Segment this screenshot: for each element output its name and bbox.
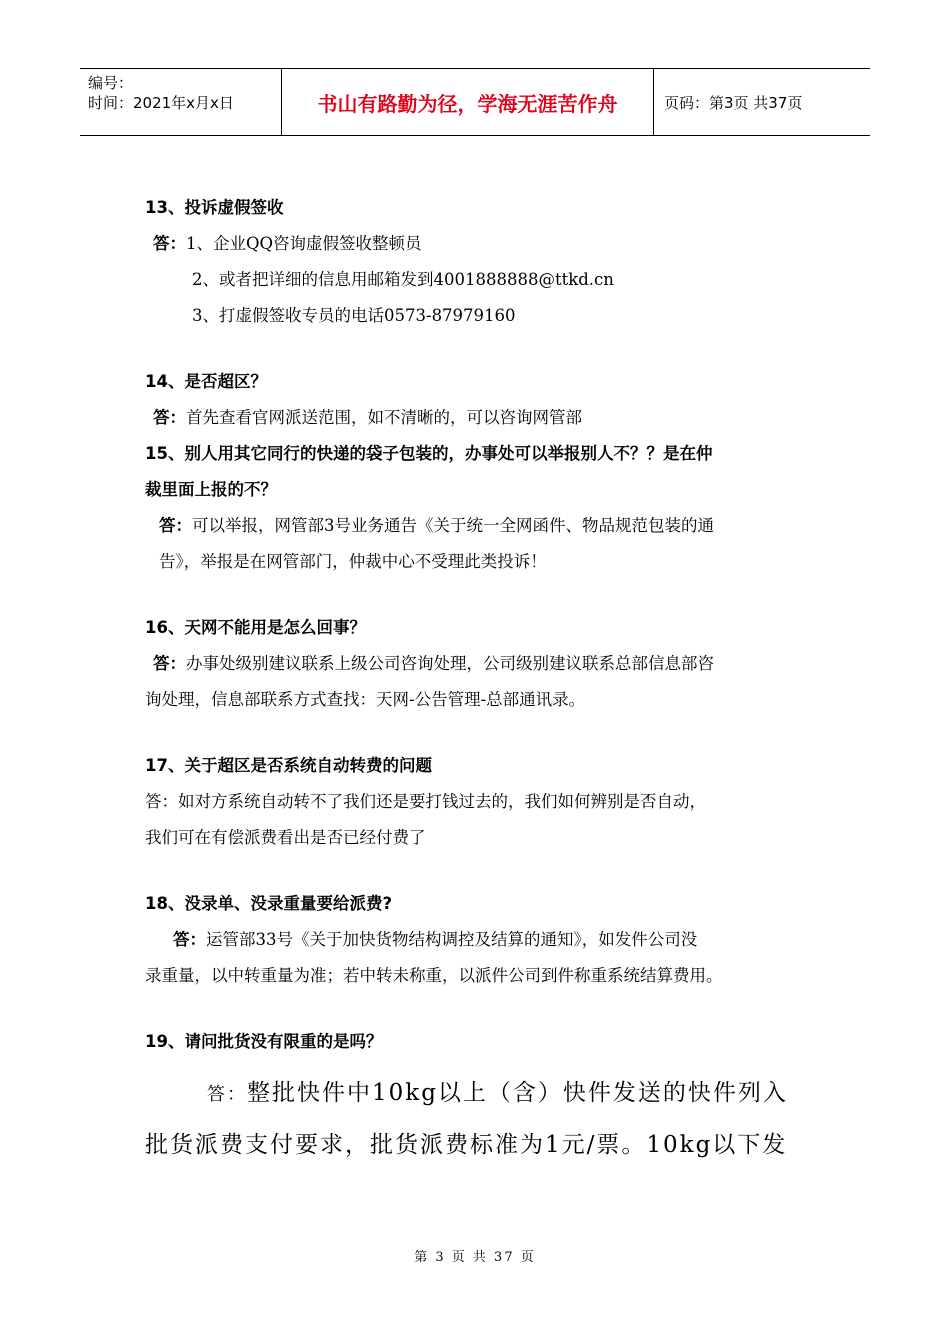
question-19: 19、请问批货没有限重的是吗？ — [145, 1032, 383, 1051]
answer-line: 2、或者把详细的信息用邮箱发到4001888888@ttkd.cn — [192, 270, 614, 289]
question-16: 16、天网不能用是怎么回事？ — [145, 618, 366, 637]
answer-label: 答： — [207, 1084, 247, 1105]
answer-text: 可以举报，网管部3号业务通告《关于统一全网函件、物品规范包装的通 — [192, 516, 714, 535]
question-15-line-2: 裁里面上报的不？ — [145, 480, 277, 499]
time-label: 时间：2021年x月x日 — [88, 94, 234, 112]
answer-text: 如对方系统自动转不了我们还是要打钱过去的，我们如何辨别是否自动， — [178, 792, 706, 811]
answer-line: 3、打虚假签收专员的电话0573-87979160 — [192, 306, 516, 325]
answer-label: 答： — [153, 654, 186, 673]
header-motto: 书山有路勤为径，学海无涯苦作舟 — [282, 69, 654, 135]
answer-label: 答： — [153, 408, 186, 427]
answer-label: 答： — [173, 930, 206, 949]
answer-text: 首先查看官网派送范围，如不清晰的，可以咨询网管部 — [186, 408, 582, 427]
answer-line — [145, 508, 815, 544]
answer-text: 运管部33号《关于加快货物结构调控及结算的通知》，如发件公司没 — [206, 930, 698, 949]
answer-line — [145, 400, 815, 436]
answer-line — [145, 784, 815, 820]
question-14: 14、是否超区？ — [145, 372, 267, 391]
answer-text: 整批快件中10kg以上（含）快件发送的快件列入 — [247, 1080, 788, 1106]
header-meta — [80, 69, 282, 135]
number-label: 编号： — [88, 74, 134, 92]
answer-text: 1、企业QQ咨询虚假签收整顿员 — [186, 234, 422, 253]
question-17: 17、关于超区是否系统自动转费的问题 — [145, 756, 432, 775]
document-body — [145, 190, 815, 1170]
answer-label: 答： — [159, 516, 192, 535]
question-15-line-1: 15、别人用其它同行的快递的袋子包装的，办事处可以举报别人不？？是在仲 — [145, 444, 713, 463]
answer-line — [145, 646, 815, 682]
header-page-info: 页码：第3页 共37页 — [664, 93, 803, 112]
answer-line: 录重量，以中转重量为准；若中转未称重，以派件公司到件称重系统结算费用。 — [145, 966, 723, 985]
answer-line: 我们可在有偿派费看出是否已经付费了 — [145, 828, 426, 847]
answer-line — [145, 922, 815, 958]
page-header — [80, 68, 870, 136]
answer-line: 询处理，信息部联系方式查找：天网-公告管理-总部通讯录。 — [145, 690, 586, 709]
answer-line: 告》，举报是在网管部门，仲裁中心不受理此类投诉！ — [159, 552, 547, 571]
answer-line-large — [145, 1068, 815, 1120]
answer-text: 办事处级别建议联系上级公司咨询处理，公司级别建议联系总部信息部咨 — [186, 654, 714, 673]
page-footer: 第 3 页 共 37 页 — [414, 1250, 536, 1265]
answer-label: 答： — [153, 234, 186, 253]
answer-line — [145, 226, 815, 262]
answer-label: 答： — [145, 792, 178, 811]
question-18: 18、没录单、没录重量要给派费? — [145, 894, 393, 913]
answer-line-large: 批货派费支付要求，批货派费标准为1元/票。10kg以下发 — [145, 1132, 788, 1158]
question-13: 13、投诉虚假签收 — [145, 198, 284, 217]
